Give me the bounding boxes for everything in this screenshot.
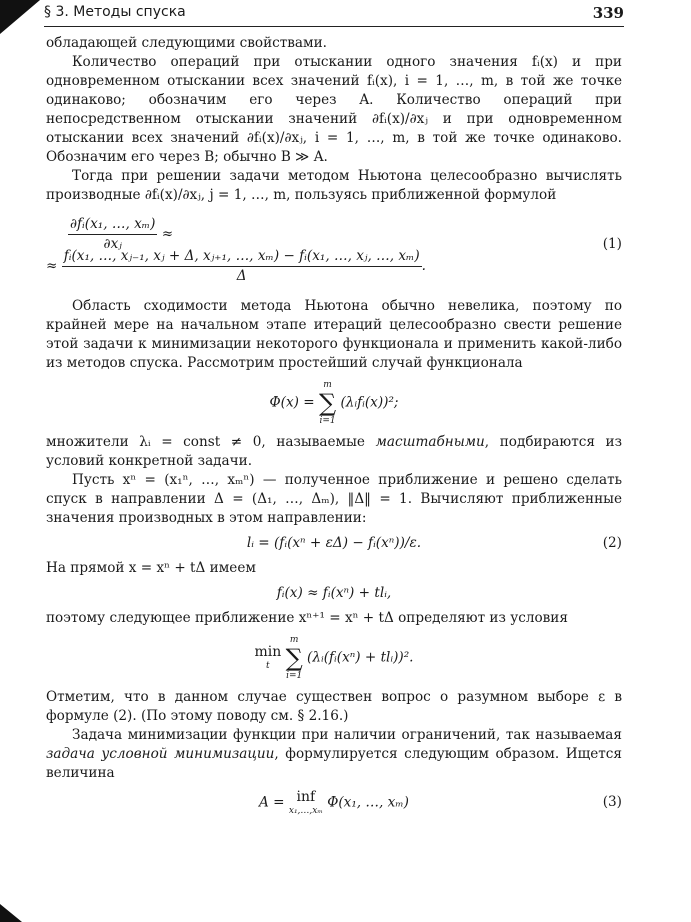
- emphasis: задача условной минимизации: [46, 746, 275, 762]
- paragraph: поэтому следующее приближение xⁿ⁺¹ = xⁿ + tΔ определяют из условия: [46, 610, 568, 626]
- page-body: [46, 34, 622, 823]
- sum-lower-limit: i=1: [319, 416, 336, 426]
- fraction-numerator: ∂fᵢ(x₁, …, xₘ): [68, 215, 157, 235]
- approx-sign: ≈: [161, 226, 174, 242]
- paragraph: Количество операций при отыскании одного значения fᵢ(x) и при одновременном отыскании всех значений fᵢ(x), i = 1, …, m, в той же точке одинаково; обозначим его через A. Количество операций при непосредственном отыскании значений ∂fᵢ(x)/∂xⱼ и при одновременном отыскании всех значений ∂fᵢ(x)/∂xⱼ, i = 1, …, m, в той же точке одинаково. Обозначим его через B; обычно B ≫ A.: [46, 54, 622, 165]
- fraction-denominator: ∂xⱼ: [103, 236, 122, 252]
- paragraph: Пусть xⁿ = (x₁ⁿ, …, xₘⁿ) — полученное приближение и решено сделать спуск в направлении Δ = (Δ₁, …, Δₘ), ‖Δ‖ = 1. Вычисляют приближенные значения производных в этом направлении:: [46, 472, 622, 526]
- equation-number: (1): [602, 236, 622, 252]
- paragraph: На прямой x = xⁿ + tΔ имеем: [46, 560, 256, 576]
- sum-lower-limit: i=1: [286, 671, 303, 681]
- paragraph: Отметим, что в данном случае существен вопрос о разумном выборе ε в формуле (2). (По этому поводу см. § 2.16.): [46, 689, 622, 724]
- equation-body: Φ(x₁, …, xₘ): [327, 794, 409, 811]
- paragraph: обладающей следующими свойствами.: [46, 35, 327, 51]
- sum-upper-limit: m: [323, 380, 332, 390]
- equation-1: [46, 215, 622, 289]
- scan-corner-mark: [0, 0, 40, 34]
- approx-sign: ≈: [46, 258, 58, 274]
- equation-body: lᵢ = (fᵢ(xⁿ + εΔ) − fᵢ(xⁿ))/ε.: [246, 535, 422, 551]
- equation-line: [46, 584, 622, 603]
- paragraph: Задача минимизации функции при наличии ограничений, так называемая задача условной минимизации, формулируется следующим образом. Ищется величина: [46, 727, 622, 781]
- section-title: § 3. Методы спуска: [44, 4, 186, 20]
- emphasis: масштабными: [375, 434, 485, 450]
- paragraph: Область сходимости метода Ньютона обычно невелика, поэтому по крайней мере на начальном этапе итераций целесообразно свести решение этой задачи к минимизации некоторого функционала и применить какой-либо из методов спуска. Рассмотрим простейший случай функционала: [46, 298, 622, 371]
- equation-3: [46, 789, 622, 817]
- equation-lhs: Φ(x) =: [269, 394, 315, 411]
- paragraph: множители λᵢ = const ≠ 0, называемые масштабными, подбираются из условий конкретной задачи.: [46, 434, 622, 469]
- sum-operator: m ∑ i=1: [285, 635, 303, 681]
- equation-body: (λᵢfᵢ(x))²;: [340, 394, 399, 411]
- page-number: 339: [592, 4, 624, 22]
- equation-lhs: A =: [259, 794, 285, 811]
- equation-2: [46, 534, 622, 553]
- equation-1-rhs: ≈ $\frac{\text{fᵢ(x₁, …, xⱼ₋₁, xⱼ + Δ, xⱼ₊₁, …, xₘ) − fᵢ(x₁, …, xⱼ, …, xₘ)}}{\Delta}$ .: [46, 248, 426, 284]
- equation-body: (λᵢ(fᵢ(xⁿ) + tlᵢ))².: [307, 649, 414, 666]
- running-header: [44, 4, 624, 27]
- equation-functional: [46, 379, 622, 427]
- scan-corner-mark-bottom: [0, 904, 22, 922]
- equation-body: fᵢ(x) ≈ fᵢ(xⁿ) + tlᵢ,: [276, 585, 392, 601]
- sum-upper-limit: m: [289, 635, 299, 645]
- fraction-denominator: Δ: [236, 268, 247, 284]
- equation-number: (2): [602, 535, 622, 551]
- inf-operator: inf x₁,…,xₘ: [288, 789, 323, 816]
- equation-number: (3): [602, 794, 622, 810]
- min-operator: min t: [254, 644, 282, 671]
- fraction-numerator: fᵢ(x₁, …, xⱼ₋₁, xⱼ + Δ, xⱼ₊₁, …, xₘ) − fᵢ(x₁, …, xⱼ, …, xₘ): [62, 247, 422, 267]
- paragraph: Тогда при решении задачи методом Ньютона целесообразно вычислять производные ∂fᵢ(x)/∂xⱼ, j = 1, …, m, пользуясь приближенной формулой: [46, 168, 622, 203]
- equation-min: [46, 634, 622, 682]
- sum-operator: m ∑ i=1: [318, 380, 337, 426]
